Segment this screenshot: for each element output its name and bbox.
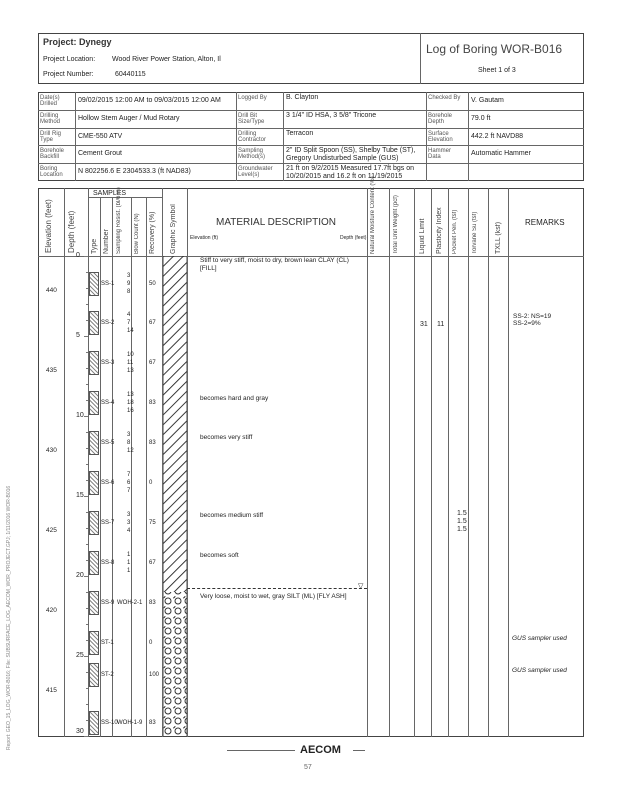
- col-type: Type: [91, 238, 98, 254]
- info-value: 21 ft on 9/2/2015 Measured 17.7ft bgs on 10/20/2015 and 16.2 ft on 11/19/2015: [286, 165, 415, 181]
- info-label: Borehole Backfill: [40, 148, 65, 161]
- info-value: Cement Grout: [78, 150, 122, 158]
- project-location-value: Wood River Power Station, Alton, Il: [112, 56, 221, 63]
- sample-type-box: [89, 351, 99, 375]
- sample-type-box: [89, 711, 99, 735]
- col-elevation: Elevation (feet): [44, 199, 53, 253]
- col-number: Number: [103, 229, 110, 254]
- blow-value: 6: [127, 480, 131, 486]
- blow-value: 7: [127, 320, 131, 326]
- blow-value: 18: [127, 400, 134, 406]
- depth-minor-tick: [84, 736, 88, 737]
- col-txll: TXLL (ksf): [495, 221, 502, 254]
- table-col-line: [488, 188, 489, 737]
- aecom-logo: AECOM: [300, 744, 341, 756]
- info-row-divider: [38, 163, 584, 164]
- recovery-value: 67: [149, 320, 156, 326]
- sample-type-box: [89, 591, 99, 615]
- info-value: V. Gautam: [471, 97, 504, 104]
- col-moisture: Natural Moisture Content (%): [370, 176, 376, 254]
- sample-number: ST-2: [101, 672, 114, 678]
- depth-minor-tick: [84, 656, 88, 657]
- recovery-value: 75: [149, 520, 156, 526]
- depth-minor-tick: [86, 544, 88, 545]
- blow-value: 10: [127, 352, 134, 358]
- groundwater-marker: ▽: [358, 583, 364, 590]
- sample-number: SS-10: [101, 720, 118, 726]
- info-label: Logged By: [238, 95, 267, 101]
- sample-type-box: [89, 431, 99, 455]
- info-value: 3 1/4" ID HSA, 3 5/8" Tricone: [286, 111, 377, 119]
- sample-number: ST-1: [101, 640, 114, 646]
- depth-tick-label: 15: [76, 492, 84, 499]
- footer-line-right: [353, 750, 365, 751]
- blow-value: 4: [127, 312, 131, 318]
- info-value: Automatic Hammer: [471, 150, 531, 158]
- recovery-value: 83: [149, 720, 156, 726]
- recovery-value: 50: [149, 281, 156, 287]
- col-sampling-resist: Sampling Resist. (bl/6 in): [116, 187, 122, 254]
- blow-value: 7: [127, 488, 131, 494]
- col-plasticity: Plasticity Index: [436, 207, 443, 254]
- blow-value: 9: [127, 281, 131, 287]
- table-col-line: [367, 188, 368, 737]
- blow-value: 3: [127, 512, 131, 518]
- depth-minor-tick: [86, 560, 88, 561]
- recovery-value: 83: [149, 440, 156, 446]
- blow-value: 3: [127, 520, 131, 526]
- info-value: 442.2 ft NAVD88: [471, 132, 524, 140]
- table-col-line: [389, 188, 390, 737]
- blow-value: 8: [127, 440, 131, 446]
- graphic-log: [163, 256, 187, 736]
- sample-col-line: [131, 197, 132, 737]
- info-row-divider: [38, 145, 584, 146]
- depth-minor-tick: [86, 704, 88, 705]
- groundwater-line: [187, 588, 367, 589]
- info-value: CME-550 ATV: [78, 132, 123, 140]
- blow-value: 1: [127, 560, 131, 566]
- remark-2: SS-2=9%: [513, 320, 541, 327]
- depth-minor-tick: [84, 256, 88, 257]
- sample-number: SS-9: [101, 600, 115, 606]
- col-blow-count: Blow Count (N): [134, 213, 140, 254]
- sample-col-line: [112, 197, 113, 737]
- blow-value: 11: [127, 360, 134, 366]
- desc-medium-stiff: becomes medium stiff: [200, 512, 264, 519]
- col-pocket-pen: Pocket Pen. (tsf): [452, 209, 458, 254]
- depth-minor-tick: [86, 624, 88, 625]
- info-col-divider: [75, 92, 76, 181]
- project-number-value: 60440115: [115, 71, 146, 78]
- project-title: Project: Dynegy: [43, 37, 112, 47]
- depth-tick-label: 20: [76, 572, 84, 579]
- col-remarks: REMARKS: [525, 218, 565, 227]
- depth-minor-tick: [86, 400, 88, 401]
- info-value: B. Clayton: [286, 94, 319, 101]
- sample-col-line: [146, 197, 147, 737]
- recovery-value: 83: [149, 400, 156, 406]
- blow-value: 1: [127, 568, 131, 574]
- blow-value: WOH-2-1: [117, 600, 143, 606]
- depth-minor-tick: [86, 688, 88, 689]
- info-label: Drilling Method: [40, 112, 61, 125]
- sample-number: SS-4: [101, 400, 115, 406]
- col-depth: Depth (feet): [67, 210, 76, 253]
- info-label: Sampling Method(s): [238, 148, 266, 161]
- table-col-line: [64, 188, 65, 737]
- clay-fill-graphic: [163, 256, 187, 592]
- col-material: MATERIAL DESCRIPTION: [216, 217, 337, 228]
- info-label: Date(s) Drilled: [40, 95, 60, 107]
- project-location-label: Project Location:: [43, 56, 96, 63]
- info-row-divider: [38, 128, 584, 129]
- blow-value: 3: [127, 432, 131, 438]
- info-value: 2" ID Split Spoon (SS), Shelby Tube (ST), Gregory Undisturbed Sample (GUS): [286, 147, 416, 163]
- info-label: Drilling Contractor: [238, 130, 267, 143]
- blow-value: 1: [127, 552, 131, 558]
- desc-clay-fill: Stiff to very stiff, moist to dry, brown lean CLAY (CL) [FILL]: [200, 257, 349, 272]
- info-label: Drill Rig Type: [40, 130, 61, 143]
- recovery-value: 67: [149, 360, 156, 366]
- elevation-tick-label: 430: [46, 447, 57, 455]
- depth-minor-tick: [86, 368, 88, 369]
- depth-minor-tick: [86, 288, 88, 289]
- elevation-tick-label: 415: [46, 687, 57, 695]
- info-col-divider: [426, 92, 427, 181]
- sample-number: SS-6: [101, 480, 115, 486]
- blow-value: 16: [127, 408, 134, 414]
- sample-type-box: [89, 272, 99, 296]
- sheet-number: Sheet 1 of 3: [478, 67, 516, 74]
- boring-log-title: Log of Boring WOR-B016: [426, 42, 563, 56]
- depth-minor-tick: [86, 608, 88, 609]
- sample-number: SS-2: [101, 320, 115, 326]
- depth-minor-tick: [86, 528, 88, 529]
- depth-tick-label: 0: [76, 252, 80, 259]
- info-label: Boring Location: [40, 166, 63, 179]
- elevation-tick-label: 420: [46, 607, 57, 615]
- depth-minor-tick: [86, 272, 88, 273]
- table-col-line: [508, 188, 509, 737]
- sample-number: SS-5: [101, 440, 115, 446]
- depth-tick-label: 10: [76, 412, 84, 419]
- elevation-tick-label: 435: [46, 367, 57, 375]
- blow-value: 14: [127, 328, 134, 334]
- info-value: Hollow Stem Auger / Mud Rotary: [78, 114, 180, 122]
- plasticity-value: 11: [437, 321, 445, 328]
- table-col-line: [187, 188, 188, 737]
- fly-ash-graphic: [163, 592, 187, 736]
- depth-minor-tick: [86, 320, 88, 321]
- sample-type-box: [89, 551, 99, 575]
- blow-value: 4: [127, 528, 131, 534]
- header-divider: [420, 33, 421, 84]
- info-value: 79.0 ft: [471, 114, 491, 122]
- blow-value: 8: [127, 289, 131, 295]
- info-label: Groundwater Level(s): [238, 166, 273, 179]
- blow-value: 13: [127, 392, 134, 398]
- depth-minor-tick: [86, 448, 88, 449]
- info-col-divider: [236, 92, 237, 181]
- depth-minor-tick: [86, 720, 88, 721]
- page-number: 57: [304, 764, 312, 771]
- recovery-value: 0: [149, 640, 153, 646]
- depth-tick-label: 25: [76, 652, 84, 659]
- sample-number: SS-3: [101, 360, 115, 366]
- elevation-tick-label: 440: [46, 287, 57, 295]
- sample-type-box: [89, 631, 99, 655]
- depth-minor-tick: [86, 432, 88, 433]
- sample-type-box: [89, 391, 99, 415]
- blow-value: 13: [127, 368, 134, 374]
- col-liquid-limit: Liquid Limit: [419, 218, 426, 254]
- footer-line-left: [227, 750, 295, 751]
- info-label: Borehole Depth: [428, 112, 453, 125]
- pocket-pen-2: 1.5: [457, 518, 467, 525]
- depth-minor-tick: [84, 576, 88, 577]
- depth-minor-tick: [84, 416, 88, 417]
- desc-soft: becomes soft: [200, 552, 239, 559]
- blow-value: WOH-1-9: [117, 720, 143, 726]
- depth-minor-tick: [86, 480, 88, 481]
- sample-type-box: [89, 471, 99, 495]
- info-value: N 802256.6 E 2304533.3 (ft NAD83): [78, 168, 191, 176]
- recovery-value: 100: [149, 672, 160, 678]
- info-col-divider: [283, 92, 284, 181]
- depth-minor-tick: [84, 496, 88, 497]
- depth-minor-tick: [84, 336, 88, 337]
- pocket-pen-3: 1.5: [457, 526, 467, 533]
- table-col-line: [468, 188, 469, 737]
- sample-number: SS-7: [101, 520, 115, 526]
- col-depth-small: Depth (feet): [340, 235, 367, 241]
- depth-minor-tick: [86, 464, 88, 465]
- sample-type-box: [89, 511, 99, 535]
- recovery-value: 67: [149, 560, 156, 566]
- info-value: Terracon: [286, 129, 314, 137]
- depth-minor-tick: [86, 512, 88, 513]
- sample-type-box: [89, 663, 99, 687]
- blow-value: 12: [127, 448, 134, 454]
- info-col-divider: [468, 92, 469, 181]
- depth-minor-tick: [86, 352, 88, 353]
- remark-3: GUS sampler used: [512, 635, 567, 642]
- table-col-line: [431, 188, 432, 737]
- project-number-label: Project Number:: [43, 71, 94, 78]
- sample-number: SS-8: [101, 560, 115, 566]
- table-col-line: [414, 188, 415, 737]
- desc-very-stiff: becomes very stiff: [200, 434, 253, 441]
- depth-minor-tick: [86, 304, 88, 305]
- desc-fly-ash: Very loose, moist to wet, gray SILT (ML) [FLY ASH]: [200, 593, 347, 600]
- side-note: Report: GEO_15_LOG_WOR-B016; File: SUBSURFACE_LOG_AECOM_WOR_PROJECT.GPJ; 1/11/2016 WOR-B016: [6, 485, 12, 750]
- pocket-pen-1: 1.5: [457, 510, 467, 517]
- table-col-line: [448, 188, 449, 737]
- remark-4: GUS sampler used: [512, 667, 567, 674]
- col-torvane: Torvane Su (tsf): [472, 211, 478, 254]
- sample-type-box: [89, 311, 99, 335]
- elevation-tick-label: 425: [46, 527, 57, 535]
- remark-1: SS-2: NS=19: [513, 313, 552, 320]
- info-row-divider: [38, 110, 584, 111]
- col-unit-weight: Total Unit Weight (pcf): [393, 195, 399, 254]
- info-value: 09/02/2015 12:00 AM to 09/03/2015 12:00 AM: [78, 97, 221, 104]
- info-label: Hammer Data: [428, 148, 452, 161]
- depth-minor-tick: [86, 640, 88, 641]
- info-label: Surface Elevation: [428, 130, 453, 143]
- blow-value: 3: [127, 273, 131, 279]
- depth-minor-tick: [86, 384, 88, 385]
- col-recovery: Recovery (%): [149, 211, 156, 254]
- recovery-value: 83: [149, 600, 156, 606]
- col-samples: SAMPLES: [93, 190, 127, 197]
- desc-hard-gray: becomes hard and gray: [200, 395, 269, 402]
- depth-minor-tick: [86, 672, 88, 673]
- depth-tick-label: 5: [76, 332, 80, 339]
- col-graphic: Graphic Symbol: [170, 204, 177, 254]
- depth-tick-label: 30: [76, 728, 84, 735]
- info-label: Checked By: [428, 95, 461, 101]
- info-label: Drill Bit Size/Type: [238, 112, 265, 125]
- sample-col-line: [100, 197, 101, 737]
- depth-minor-tick: [86, 592, 88, 593]
- liquid-limit-value: 31: [420, 321, 428, 328]
- sample-number: SS-1: [101, 281, 115, 287]
- recovery-value: 0: [149, 480, 153, 486]
- blow-value: 7: [127, 472, 131, 478]
- col-elevation-small: Elevation (ft): [190, 235, 219, 241]
